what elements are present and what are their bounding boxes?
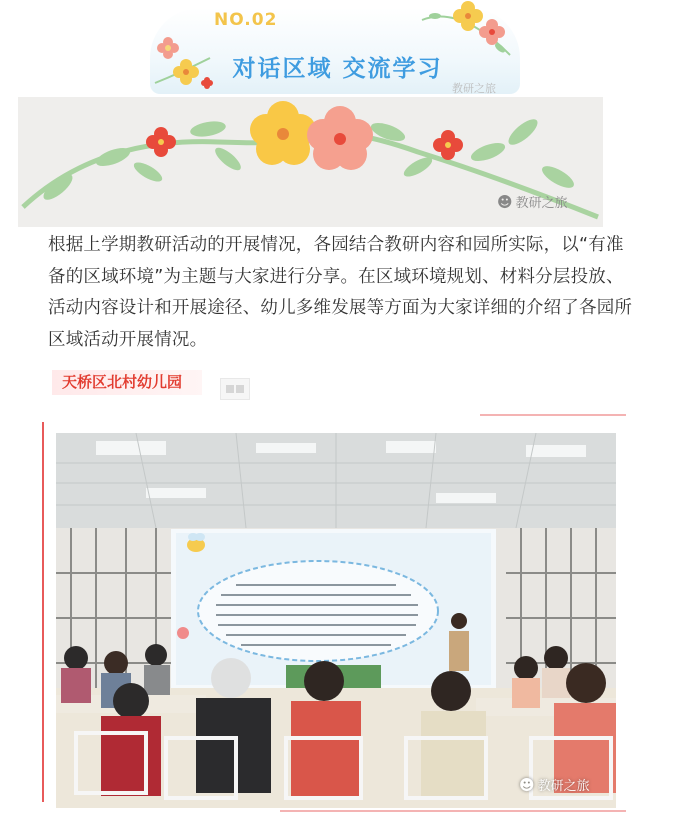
frame-bottom-line [280,810,626,812]
wechat-icon: ☻ [519,775,535,794]
body-paragraph: 根据上学期教研活动的开展情况，各园结合教研内容和园所实际，以“有准备的区域环境”为主题与大家进行分享。在区域环境规划、材料分层投放、活动内容设计和开展途径、幼儿多维发展等方面为大家详细的介绍了各园所区域活动开展情况。 [48,235,633,350]
decorative-squares-icon [220,378,250,400]
section-number: NO.02 [214,10,278,30]
meeting-room-illustration [56,433,616,808]
banner-watermark-text: 教研之旅 [515,196,568,211]
frame-left-line [42,422,44,802]
section-title: 对话区域 交流学习 [232,56,443,82]
photo-watermark-text: 教研之旅 [537,779,590,794]
wechat-icon: ☻ [497,192,513,211]
kindergarten-label: 天桥区北村幼儿园 [62,373,183,391]
banner-watermark [497,192,568,211]
photo-watermark [519,775,590,794]
frame-top-line [480,414,626,416]
header-watermark: 教研之旅 [452,82,496,95]
meeting-photo [56,433,616,808]
